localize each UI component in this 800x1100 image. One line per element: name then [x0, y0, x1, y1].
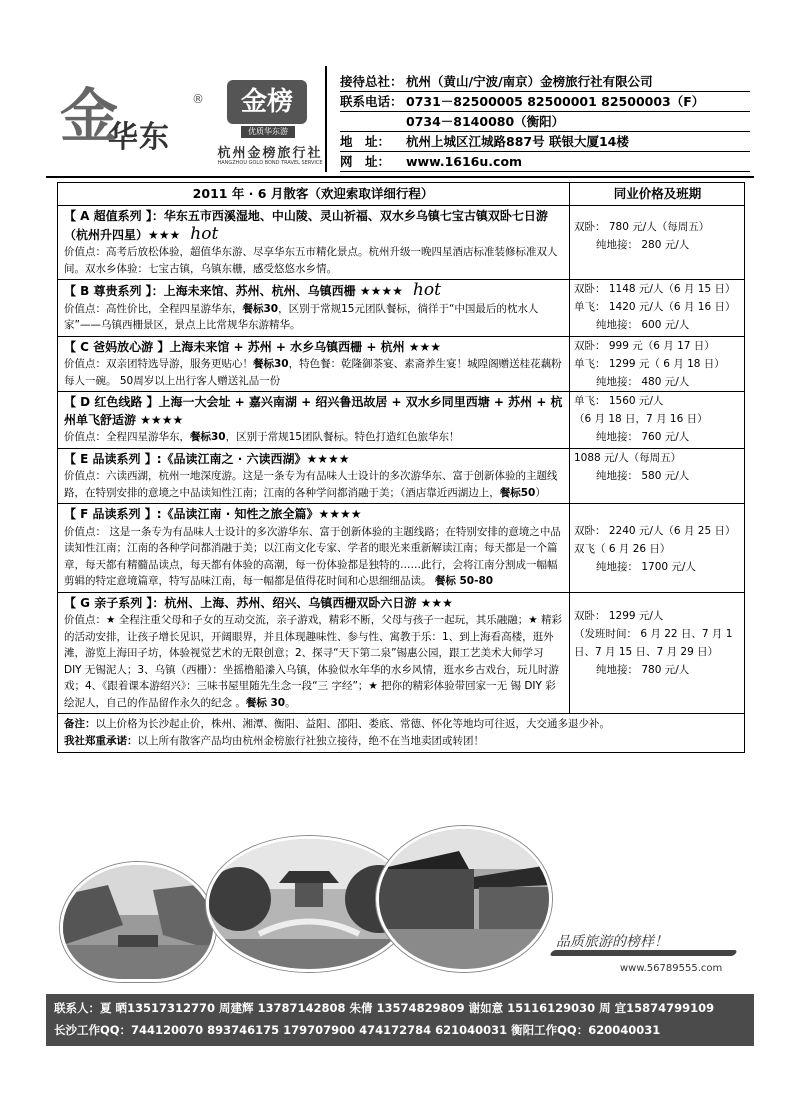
tour-body: 价值点： 这是一条专为有品味人士设计的多次游华东、富于创新体验的主题线路；在特别安排的意境之中品读知性江南；江南的各种学问都消融于美；以江南文化专家、学者的眼光来重新解读江南；每天都是一个篇章，每天都有精髓品读点，每天都有体验的高潮，每一份体验都是独特的……此行，会将江南分割成一幅幅剪辑的特定意境篇章，特写品味江南，每一幅都是值得花时间和心思细细品读。	[64, 525, 561, 587]
tour-body: 价值点：双亲团特选导游，服务更贴心！	[64, 358, 253, 370]
contact-info	[340, 72, 750, 172]
logo-jin-glyph: 金	[60, 82, 119, 150]
hot-badge: hot	[190, 223, 219, 244]
price-line: 双卧： 2240 元/人（6 月 25 日）	[574, 525, 736, 537]
tour-row-d	[58, 392, 744, 449]
price-line: 纯地接： 480 元/人	[596, 375, 690, 388]
price-line: 双卧： 999 元（6 月 17 日）	[574, 339, 715, 352]
price-line: 纯地接： 760 元/人	[596, 431, 690, 443]
tour-row-g	[58, 593, 744, 715]
jinbang-name-en: HANGZHOU GOLD BOND TRAVEL SERVICE	[217, 160, 323, 166]
price-cell	[569, 504, 745, 592]
header	[46, 58, 754, 178]
phone-label: 联系电话：	[340, 94, 403, 109]
remarks-label: 备注：	[64, 718, 96, 730]
tour-table	[57, 182, 745, 753]
website-label: 网 址：	[340, 154, 391, 169]
jinbang-seal: 金榜	[227, 80, 307, 124]
price-cell	[569, 206, 745, 279]
phone-hengyang: 0734－8140080（衡阳）	[406, 114, 565, 129]
address: 杭州上城区江城路887号 联银大厦14楼	[406, 134, 629, 149]
remarks-text: 以上价格为长沙起止价，株州、湘潭、衡阳、益阳、邵阳、娄底、常德、怀化等地均可往返，大交通多退少补。	[95, 718, 610, 730]
banner-url[interactable]: www.56789555.com	[620, 963, 723, 974]
tour-title: 【 C 爸妈放心游 】上海未来馆 + 苏州 + 水乡乌镇西栅 + 杭州 ★★★	[64, 339, 442, 354]
jinbang-name-cn: 杭州金榜旅行社	[217, 146, 323, 161]
phone-main: 0731－82500005 82500001 82500003（F）	[406, 94, 705, 109]
price-cell	[569, 337, 745, 392]
header-divider	[325, 66, 327, 172]
meal-standard: 餐标50	[499, 486, 536, 499]
tour-title: 【 G 亲子系列 】：杭州、上海、苏州、绍兴、乌镇西栅双卧六日游 ★★★	[64, 595, 453, 610]
tour-title: 【 F 品读系列 】:《品读江南 · 知性之旅全篇》★★★★	[64, 507, 362, 521]
tour-row-b	[58, 280, 744, 337]
price-line: 双卧： 780 元/人（每周五）	[574, 221, 710, 233]
address-label: 地 址：	[340, 134, 391, 149]
price-line: 单飞： 1420 元/人（6 月 16 日）	[574, 301, 736, 313]
photo-banner	[46, 826, 754, 986]
meal-standard: 餐标 30	[245, 696, 286, 709]
website-link[interactable]: www.1616u.com	[406, 154, 523, 169]
remarks	[58, 714, 744, 752]
slogan: 品质旅游的榜样！	[556, 934, 668, 950]
price-line: 双卧： 1299 元/人	[574, 609, 664, 622]
table-header-prices: 同业价格及班期	[569, 183, 745, 205]
tour-body: 价值点：全程四星游华东，	[64, 431, 190, 443]
tour-body-cont: ，区别于常规15团队餐标。特色打造红色旅华东！	[225, 431, 460, 443]
price-line: 单飞： 1299 元（ 6 月 18 日）	[574, 357, 725, 370]
photo-old-street	[376, 826, 552, 972]
meal-standard: 餐标 50-80	[434, 575, 494, 587]
tour-title: 【 A 超值系列 】：华东五市西溪湿地、中山陵、灵山祈福、双水乡乌镇七宝古镇双卧七日游（杭州升四星）★★★	[64, 209, 548, 242]
contact-footer	[46, 994, 754, 1046]
price-cell	[569, 280, 745, 336]
tour-body-cont: ，特色餐：乾隆御茶宴、素斋养生宴！城隍阁赠送桂花藕粉每人一碗。 50周岁以上出行客人赠送礼品一份	[64, 358, 562, 387]
hot-badge: hot	[412, 280, 441, 300]
qq-line: 长沙工作QQ：744120070 893746175 179707900 474172784 621040031 衡阳工作QQ：620040031	[54, 1023, 661, 1037]
brush-stroke-decoration	[549, 950, 737, 956]
price-cell	[569, 449, 745, 504]
table-header	[58, 183, 744, 206]
tour-body: 价值点：★ 全程注重父母和子女的互动交流，亲子游戏，精彩不断，父母与孩子一起玩，其乐融融；★ 精彩的活动安排，让孩子增长见识，开阔眼界，并且体现趣味性、参与性、寓教于乐：1、到上海看高楼，逛外滩，游览上海田子坊，体验视觉艺术的无限创意；2、探寻“天下第二泉”锡惠公园，跟工艺美术大师学习 DIY 无锡泥人；3、乌镇（西栅）：坐摇橹船潫入乌镇，体验似水年华的水乡风情，逛水乡古戏台，玩儿时游戏；4、《跟着课本游绍兴》：三味书屋里随先生念一段“三 字经”；★ 把你的精彩体验带回家一无 锡 DIY 彩绘泥人，自己的作品留作永久的纪念 。	[64, 614, 562, 709]
price-line: 纯地接： 780 元/人	[596, 663, 690, 676]
tour-body-cont: ，区别于常规15元团队餐标，徜徉于“中国最后的枕水人家”——乌镇西栅景区，景点上比常规华东游精华。	[64, 302, 539, 331]
tour-row-f	[58, 504, 744, 593]
meal-standard: 餐标30	[253, 358, 289, 370]
registered-mark: ®	[192, 92, 204, 106]
tour-row-e	[58, 449, 744, 505]
flyer-sheet	[46, 58, 754, 1048]
tour-title: 【 D 红色线路 】上海一大会址 + 嘉兴南湖 + 绍兴鲁迅故居 + 双水乡同里西塘 + 苏州 + 杭州单飞舒适游 ★★★★	[64, 395, 563, 427]
price-line: 纯地接： 1700 元/人	[596, 561, 696, 573]
price-line: （发班时间： 6 月 22 日、7 月 1 日、7 月 15 日、7 月 29 日）	[574, 627, 733, 658]
price-line: 纯地接： 600 元/人	[596, 319, 690, 331]
price-cell	[569, 392, 745, 448]
price-line: 纯地接： 580 元/人	[596, 469, 690, 482]
meal-standard: 餐标30	[242, 302, 279, 315]
jinbang-tagline: 优质华东游	[241, 126, 295, 138]
logo-text: 华东	[108, 120, 170, 155]
price-line: 纯地接： 280 元/人	[596, 239, 690, 251]
meal-standard: 餐标30	[190, 431, 226, 443]
promise-text: 以上所有散客产品均由杭州金榜旅行社独立接待，绝不在当地卖团或转团！	[137, 735, 484, 747]
jinhuadong-logo	[60, 82, 210, 155]
table-header-tours: 2011 年 · 6 月散客（欢迎索取详细行程）	[192, 186, 434, 201]
host-label: 接待总社：	[340, 74, 403, 89]
promise-label: 我社郑重承诺：	[64, 735, 138, 747]
tour-body: 价值点：高性价比，全程四星游华东，	[64, 302, 243, 315]
jinbang-logo	[211, 80, 329, 170]
price-line: 1088 元/人（每周五）	[574, 451, 682, 464]
contacts-line: 联系人：夏 晒13517312770 周建辉 13787142808 朱倩 13574829809 谢如意 15116129030 周 宜15874799109	[54, 1001, 715, 1015]
photo-watertown	[60, 862, 216, 982]
tour-body: 价值点：高考后放松体验，超值华东游、尽享华东五市精化景点。杭州升级一晚四星酒店标准装修标准双人间。双水乡体验：七宝古镇，乌镇东栅，感受悠悠水乡情。	[64, 246, 558, 275]
tour-body: 价值点：六读西湖，杭州一地深度游。这是一条专为有品味人士设计的多次游华东、富于创新体验的主题线路，在特别安排的意境之中品读知性江南；江南的各种学问都消融于美；（酒店靠近西湖边上，	[64, 470, 558, 499]
price-line: 单飞： 1560 元/人	[574, 395, 664, 407]
tour-title: 【 B 尊贵系列 】：上海未来馆、苏州、杭州、乌镇西栅 ★★★★	[64, 284, 403, 298]
host-agency: 杭州（黄山/宁波/南京）金榜旅行社有限公司	[406, 74, 653, 89]
tour-title: 【 E 品读系列 】:《品读江南之 · 六读西湖》★★★★	[64, 451, 350, 466]
tour-row-a	[58, 206, 744, 280]
tour-body-cont: ）	[535, 486, 546, 499]
price-cell	[569, 593, 745, 714]
price-line: 双卧： 1148 元/人（6 月 15 日）	[574, 283, 736, 295]
price-line: 双飞（ 6 月 26 日）	[574, 543, 671, 555]
tour-body-cont: 。	[285, 696, 296, 709]
tour-row-c	[58, 337, 744, 393]
price-line: （6 月 18 日，7 月 16 日）	[574, 413, 708, 425]
